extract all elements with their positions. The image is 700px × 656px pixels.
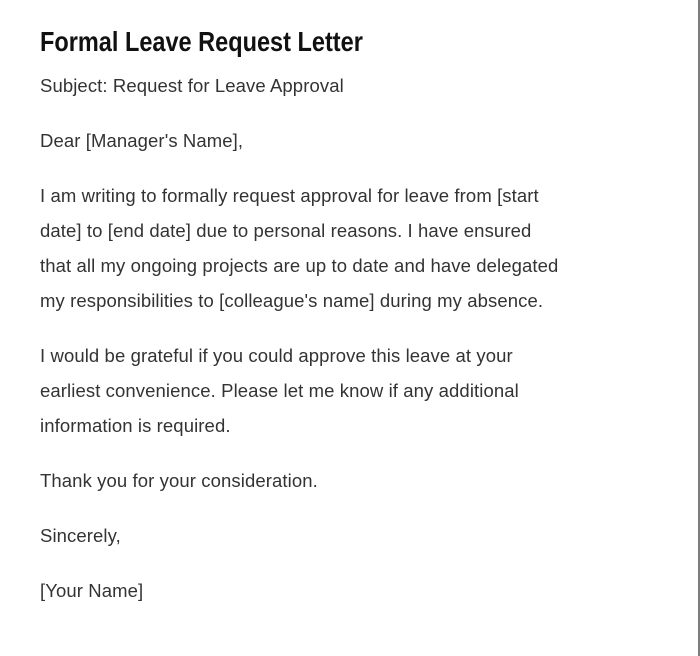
paragraph-line: date] to [end date] due to personal reasons. I have ensured xyxy=(40,220,532,241)
paragraph-line: earliest convenience. Please let me know if any additional xyxy=(40,380,519,401)
paragraph-line: I would be grateful if you could approve this leave at your xyxy=(40,345,513,366)
body-paragraph-1 xyxy=(40,178,660,318)
closing-line: Sincerely, xyxy=(40,525,121,546)
paragraph-line: information is required. xyxy=(40,415,231,436)
document-title: Formal Leave Request Letter xyxy=(40,26,363,57)
signature-line: [Your Name] xyxy=(40,580,144,601)
salutation: Dear [Manager's Name], xyxy=(40,130,244,151)
body-paragraph-2 xyxy=(40,338,660,443)
paragraph-line: that all my ongoing projects are up to date and have delegated xyxy=(40,255,559,276)
gratitude-line: Thank you for your consideration. xyxy=(40,470,318,491)
paragraph-line: my responsibilities to [colleague's name] during my absence. xyxy=(40,290,544,311)
paragraph-line: I am writing to formally request approval for leave from [start xyxy=(40,185,539,206)
subject-line: Subject: Request for Leave Approval xyxy=(40,75,344,96)
